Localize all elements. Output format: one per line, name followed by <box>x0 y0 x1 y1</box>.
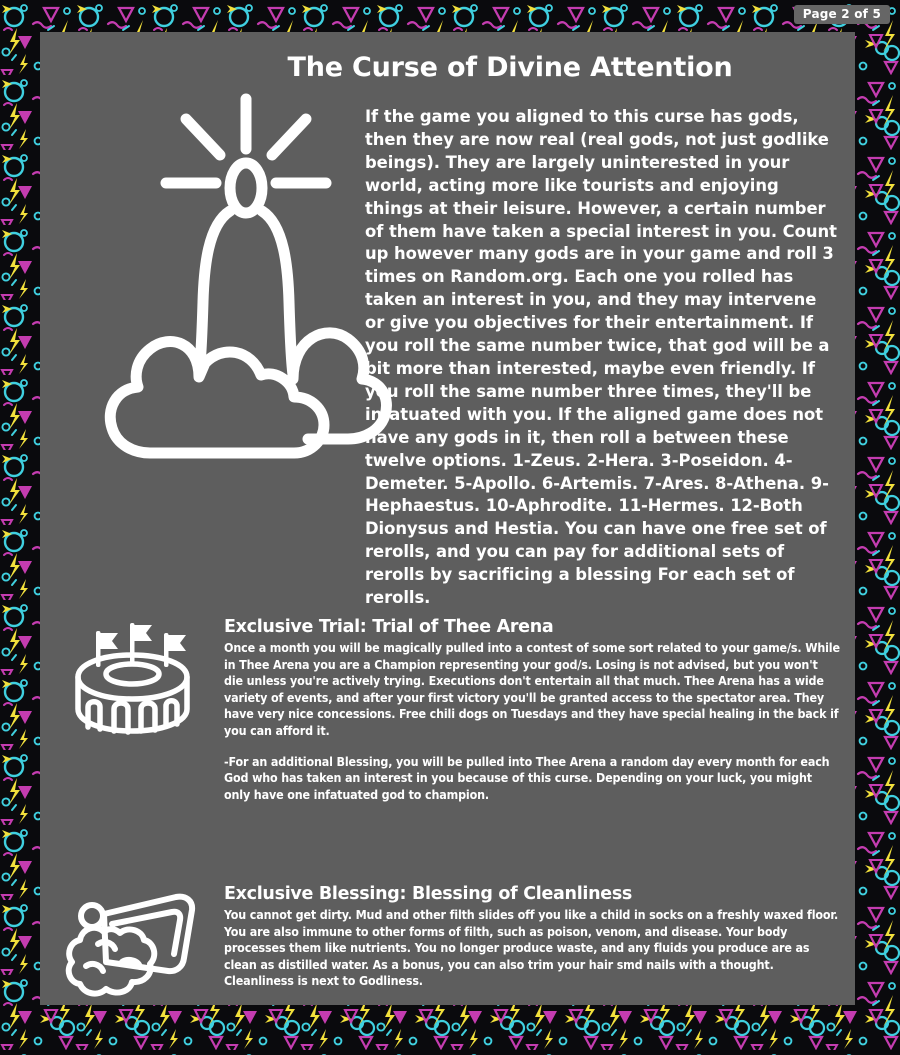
glowing-deity-above-clouds-icon <box>98 87 398 537</box>
page-indicator-badge: Page 2 of 5 <box>794 5 890 24</box>
content-panel <box>40 32 855 1005</box>
soap-sponge-suds-icon <box>60 884 205 1004</box>
section-heading: Exclusive Blessing: Blessing of Cleanliness <box>224 884 633 904</box>
page-title: The Curse of Divine Attention <box>287 52 733 83</box>
section-body <box>224 617 840 803</box>
section-paragraph: You cannot get dirty. Mud and other filth slides off you like a child in socks on a freshly waxed floor. You are also immune to other forms of filth, such as poison, venom, and disease. Your body processes them like nutrients. You no longer produce waste, and any fluids you produce are as clean as distilled water. As a bonus, you can also trim your hair smd nails with a thought. Cleanliness is next to Godliness. <box>224 907 839 989</box>
section-body <box>224 884 840 990</box>
section-paragraph: -For an additional Blessing, you will be pulled into Thee Arena a random day every month for each God who has taken an interest in you because of this curse. Depending on your luck, you might only have one infatuated god to champion. <box>224 753 830 802</box>
section-heading: Exclusive Trial: Trial of Thee Arena <box>224 617 554 637</box>
intro-paragraph: If the game you aligned to this curse has gods, then they are now real (real gods, not just godlike beings). They are largely uninterested in your world, acting more like tourists and enjoying things at their leisure. However, a certain number of them have taken a special interest in you. Count up however many gods are in your game and roll 3 times on Random.org. Each one you rolled has taken an interest in you, and they may intervene or give you objectives for their entertainment. If you roll the same number twice, that god will be a bit more than interested, maybe even friendly. If you roll the same number three times, they'll be infatuated with you. If the aligned game does not have any gods in it, then roll a between these twelve options. 1-Zeus. 2-Hera. 3-Poseidon. 4-Demeter. 5-Apollo. 6-Artemis. 7-Ares. 8-Athena. 9-Hephaestus. 10-Aphrodite. 11-Hermes. 12-Both Dionysus and Hestia. You can have one free set of rerolls, and you can pay for additional sets of rerolls by sacrificing a blessing For each set of rerolls. <box>365 107 837 608</box>
section-paragraph: Once a month you will be magically pulled into a contest of some sort related to your game/s. While in Thee Arena you are a Champion representing your god/s. Losing is not advised, but you won't die unless you're actively trying. Executions don't entertain all that much. Thee Arena has a wide variety of events, and after your first victory you'll be granted access to the spectator area. They have very nice concessions. Free chili dogs on Tuesdays and they have special healing in the back if you can afford it. <box>224 640 840 738</box>
colosseum-arena-icon <box>60 617 205 737</box>
